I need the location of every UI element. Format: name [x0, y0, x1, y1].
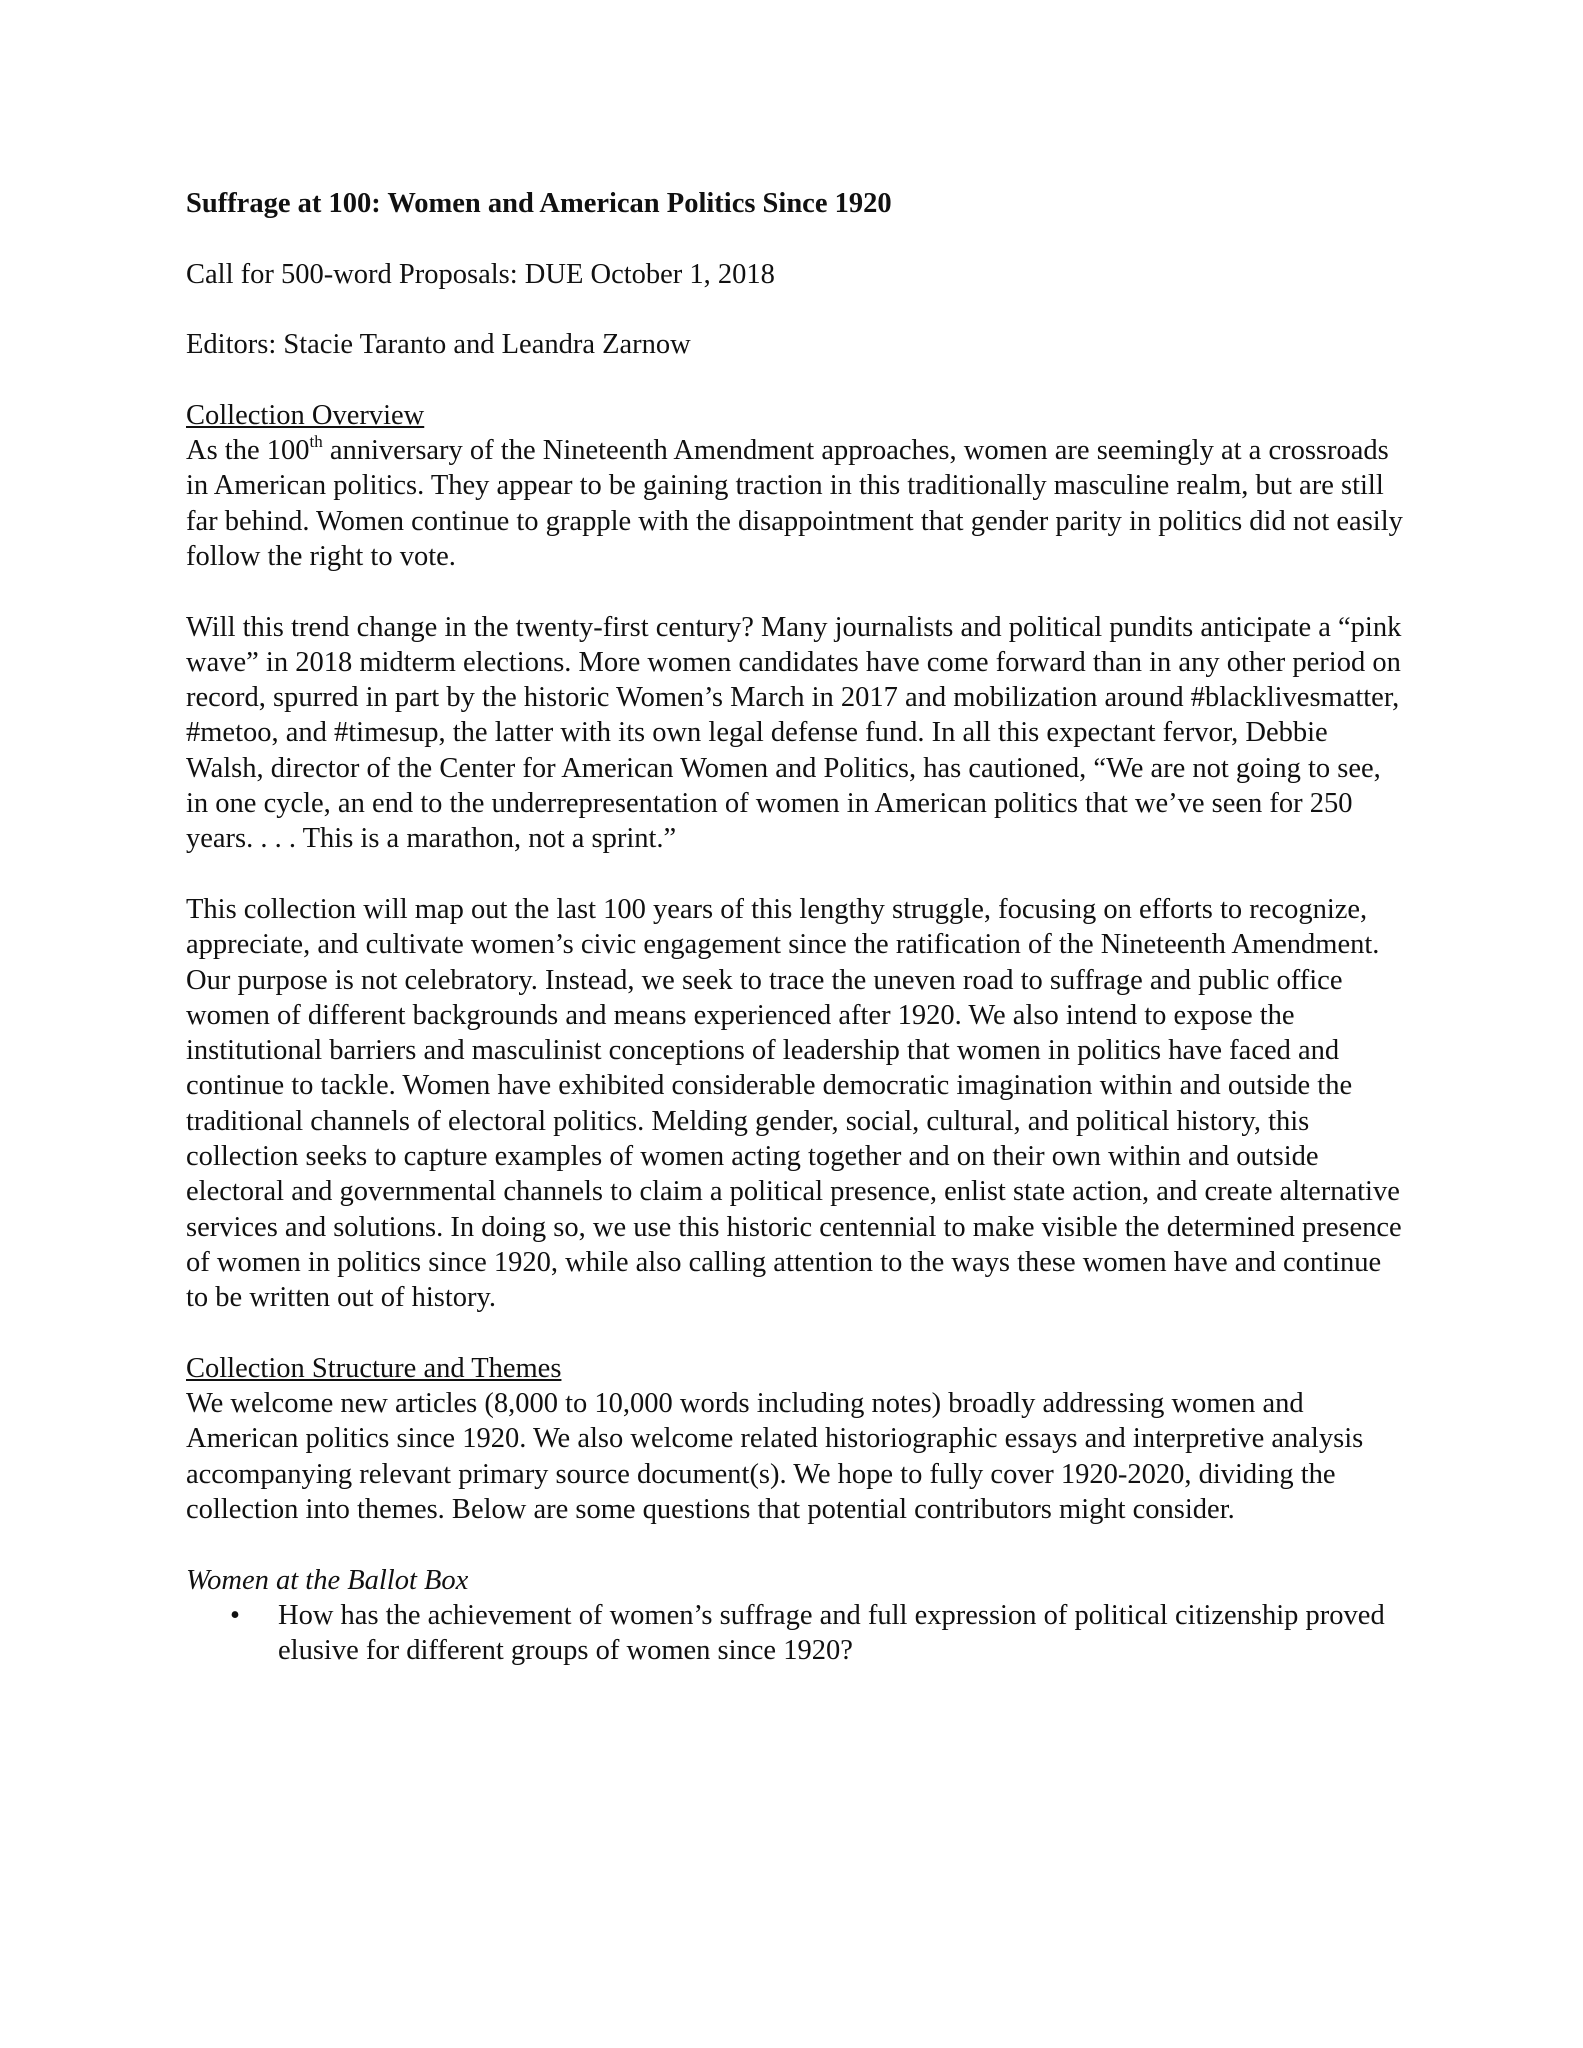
spacer [186, 574, 1406, 609]
document-title: Suffrage at 100: Women and American Politics Since 1920 [186, 188, 892, 219]
document-body [186, 186, 1406, 1668]
overview-p1-start: As the 100 [186, 435, 310, 467]
spacer [186, 362, 1406, 397]
overview-p1-rest: anniversary of the Nineteenth Amendment approaches, women are seemingly at a crossroads in American politics. They appear to be gaining traction in this traditionally masculine realm, but are still far behind. Women continue to grapple with the disappointment that gender parity in politics did not easily follow the right to vote. [186, 435, 1403, 572]
call-for-proposals-line: Call for 500-word Proposals: DUE October 1, 2018 [186, 258, 775, 290]
ballot-box-heading: Women at the Ballot Box [186, 1564, 469, 1596]
overview-paragraph-1 [186, 433, 1406, 574]
bullet-icon: • [230, 1599, 240, 1631]
spacer [186, 292, 1406, 327]
spacer [186, 857, 1406, 892]
spacer [186, 1527, 1406, 1562]
collection-overview-heading: Collection Overview [186, 399, 425, 431]
structure-paragraph-1: We welcome new articles (8,000 to 10,000 words including notes) broadly addressing women and American politics since 1920. We also welcome related historiographic essays and interpretive analysis accompanying relevant primary source document(s). We hope to fully cover 1920-2020, dividing the collection into themes. Below are some questions that potential contributors might consider. [186, 1388, 1364, 1525]
collection-structure-heading: Collection Structure and Themes [186, 1352, 562, 1384]
ordinal-superscript: th [309, 432, 323, 452]
list-item [186, 1598, 1406, 1669]
list-item-text: How has the achievement of women’s suffrage and full expression of political citizenship proved elusive for different groups of women since 1920? [278, 1599, 1385, 1667]
ballot-box-question-list [186, 1598, 1406, 1669]
overview-paragraph-3: This collection will map out the last 100 years of this lengthy struggle, focusing on efforts to recognize, appreciate, and cultivate women’s civic engagement since the ratification of the Nineteenth Amendment. Our purpose is not celebratory. Instead, we seek to trace the uneven road to suffrage and public office women of different backgrounds and means experienced after 1920. We also intend to expose the institutional barriers and masculinist conceptions of leadership that women in politics have faced and continue to tackle. Women have exhibited considerable democratic imagination within and outside the traditional channels of electoral politics. Melding gender, social, cultural, and political history, this collection seeks to capture examples of women acting together and on their own within and outside electoral and governmental channels to claim a political presence, enlist state action, and create alternative services and solutions. In doing so, we use this historic centennial to make visible the determined presence of women in politics since 1920, while also calling attention to the ways these women have and continue to be written out of history. [186, 893, 1402, 1314]
spacer [186, 221, 1406, 256]
overview-paragraph-2: Will this trend change in the twenty-first century? Many journalists and political pundits anticipate a “pink wave” in 2018 midterm elections. More women candidates have come forward than in any other period on record, spurred in part by the historic Women’s March in 2017 and mobilization around #blacklivesmatter, #metoo, and #timesup, the latter with its own legal defense fund. In all this expectant fervor, Debbie Walsh, director of the Center for American Women and Politics, has cautioned, “We are not going to see, in one cycle, an end to the underrepresentation of women in American politics that we’ve seen for 250 years. . . . This is a marathon, not a sprint.” [186, 611, 1402, 855]
spacer [186, 1316, 1406, 1351]
editors-line: Editors: Stacie Taranto and Leandra Zarnow [186, 329, 691, 361]
